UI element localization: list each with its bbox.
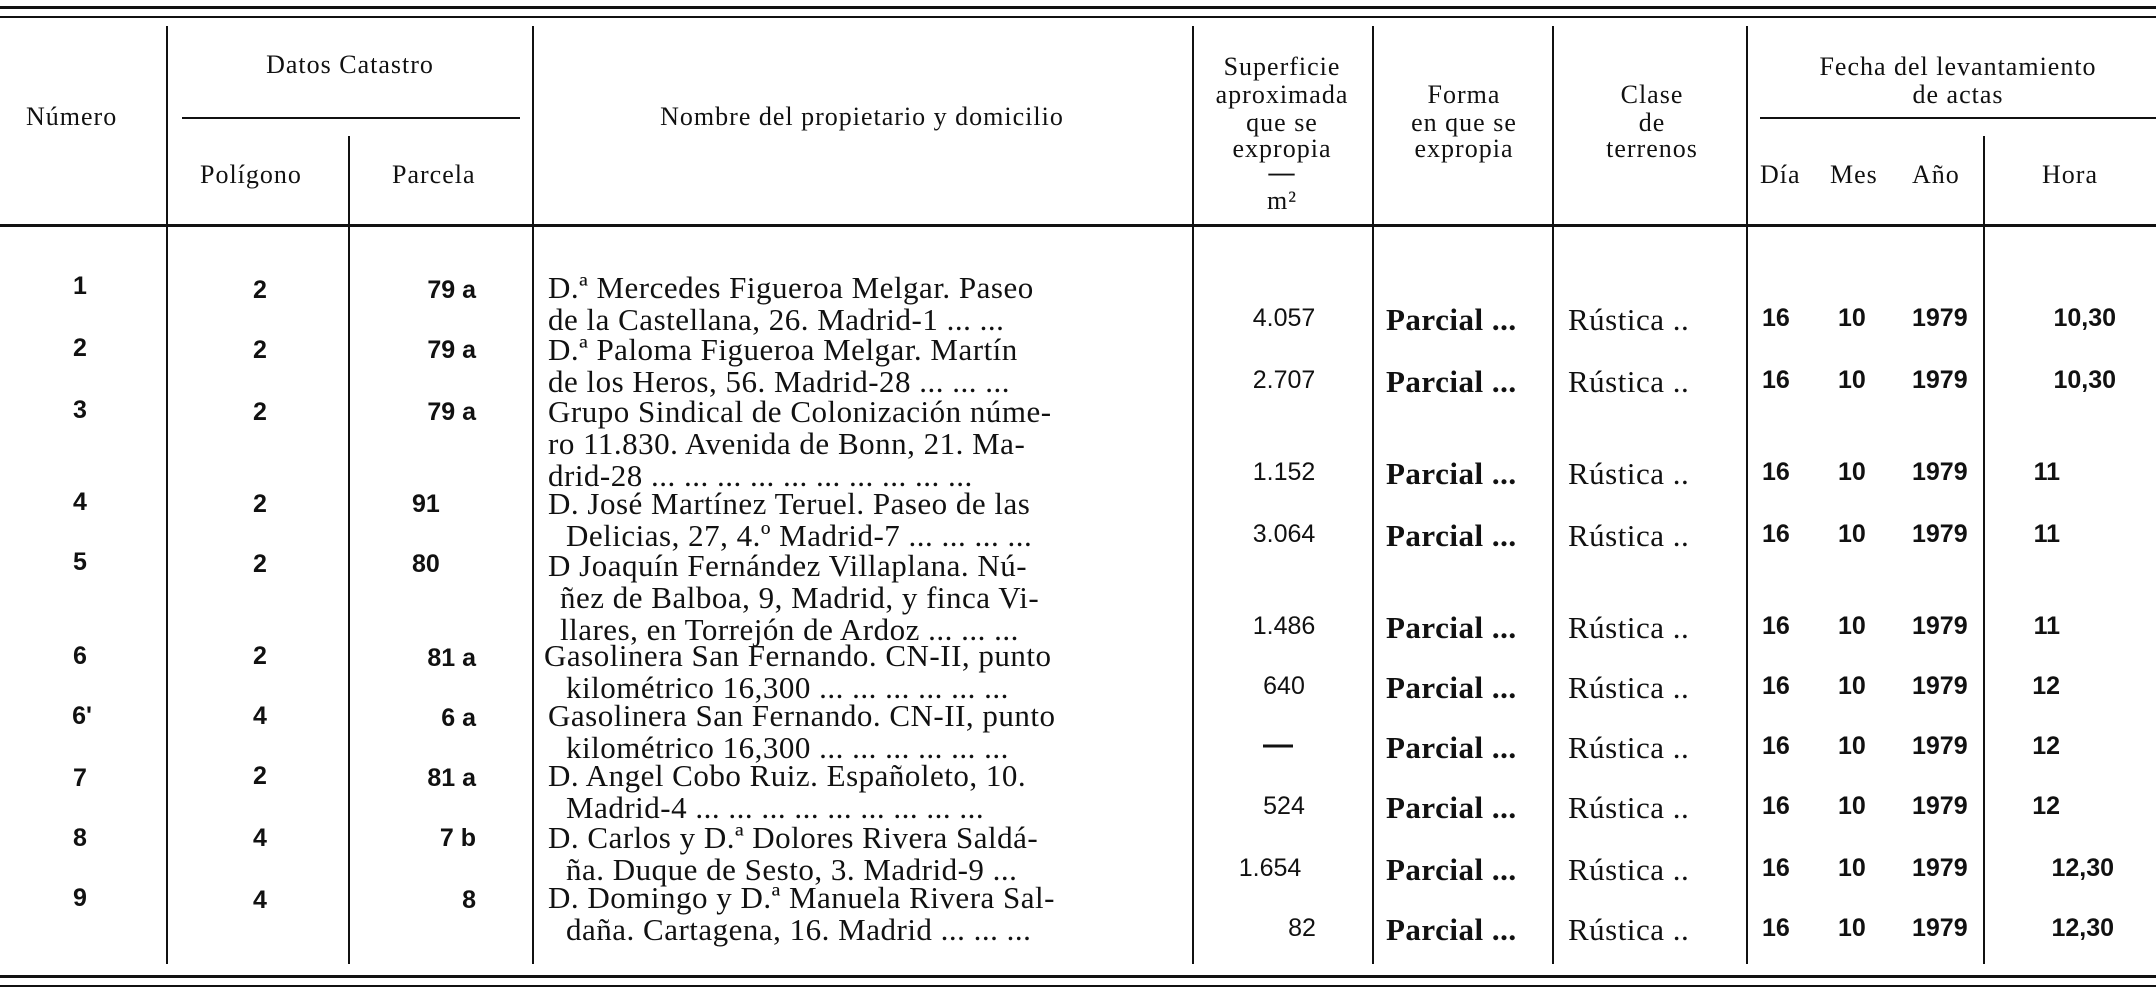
col-divider [348, 136, 350, 964]
row-superficie: — [1263, 728, 1293, 761]
row-clase: Rústica .. [1568, 670, 1690, 705]
row-forma: Parcial ... [1386, 852, 1517, 887]
row-nombre-line: D Joaquín Fernández Villaplana. Nú- [548, 548, 1028, 583]
row-nombre-line: D.ª Mercedes Figueroa Melgar. Paseo [548, 270, 1034, 305]
row-hora: 12,30 [2051, 914, 2114, 942]
row-mes: 10 [1838, 914, 1866, 942]
row-forma: Parcial ... [1386, 730, 1517, 765]
row-forma: Parcial ... [1386, 670, 1517, 705]
row-forma: Parcial ... [1386, 518, 1517, 553]
row-nombre-line: Gasolinera San Fernando. CN-II, punto [544, 638, 1052, 673]
header-nombre: Nombre del propietario y domicilio [660, 102, 1064, 131]
row-numero: 6 [73, 642, 87, 670]
row-mes: 10 [1838, 612, 1866, 640]
row-numero: 8 [73, 824, 87, 852]
row-superficie: 1.654 [1238, 854, 1302, 882]
header-bottom-rule [0, 224, 2156, 227]
header-superficie-dash: — [1268, 158, 1296, 187]
col-divider [1983, 136, 1985, 964]
header-superficie-unit: m² [1266, 186, 1298, 215]
row-anio: 1979 [1912, 366, 1968, 394]
row-clase: Rústica .. [1568, 912, 1690, 947]
row-superficie: 82 [1288, 914, 1316, 942]
row-nombre-line: Grupo Sindical de Colonización núme- [548, 394, 1052, 429]
row-numero: 9 [73, 884, 87, 912]
row-hora: 12 [2032, 792, 2060, 820]
row-poligono: 2 [253, 490, 267, 518]
row-nombre-line: de los Heros, 56. Madrid-28 ... ... ... [548, 364, 1011, 399]
row-poligono: 2 [253, 398, 267, 426]
row-clase: Rústica .. [1568, 730, 1690, 765]
row-mes: 10 [1838, 732, 1866, 760]
row-dia: 16 [1762, 914, 1790, 942]
row-nombre-line: Madrid-4 ... ... ... ... ... ... ... ... ... [566, 790, 985, 825]
header-clase-1: Clase [1620, 80, 1684, 109]
header-superficie-4: expropia [1232, 134, 1332, 163]
row-parcela: 81 a [427, 644, 476, 672]
header-fecha-1: Fecha del levantamiento [1819, 52, 2097, 81]
row-clase: Rústica .. [1568, 364, 1690, 399]
top-rule-thin [0, 16, 2156, 18]
row-nombre-line: ñez de Balboa, 9, Madrid, y finca Vi- [560, 580, 1040, 615]
row-clase: Rústica .. [1568, 302, 1690, 337]
bottom-rule [0, 975, 2156, 978]
row-parcela: 6 a [441, 704, 476, 732]
row-anio: 1979 [1912, 304, 1968, 332]
row-parcela: 79 a [427, 398, 476, 426]
row-parcela: 80 [412, 550, 440, 578]
row-hora: 11 [2033, 520, 2060, 548]
header-poligono: Polígono [200, 160, 302, 189]
row-mes: 10 [1838, 854, 1866, 882]
row-dia: 16 [1762, 612, 1790, 640]
row-numero: 5 [73, 548, 87, 576]
col-divider [1372, 26, 1374, 964]
row-nombre-line: D.ª Paloma Figueroa Melgar. Martín [548, 332, 1018, 367]
row-parcela: 8 [462, 886, 476, 914]
row-mes: 10 [1838, 672, 1866, 700]
header-forma-2: en que se [1411, 108, 1517, 137]
row-clase: Rústica .. [1568, 790, 1690, 825]
top-rule [0, 6, 2156, 9]
row-nombre-line: daña. Cartagena, 16. Madrid ... ... ... [566, 912, 1032, 947]
row-superficie: 1.486 [1252, 612, 1316, 640]
header-hora: Hora [2042, 160, 2098, 189]
row-nombre-line: drid-28 ... ... ... ... ... ... ... ... ... ... [548, 458, 973, 493]
row-dia: 16 [1762, 304, 1790, 332]
catastro-divider [182, 117, 520, 119]
row-superficie: 4.057 [1252, 304, 1316, 332]
row-numero: 6' [72, 702, 92, 730]
row-poligono: 4 [253, 702, 267, 730]
header-superficie-1: Superficie [1223, 52, 1341, 81]
row-anio: 1979 [1912, 854, 1968, 882]
row-anio: 1979 [1912, 458, 1968, 486]
row-dia: 16 [1762, 672, 1790, 700]
col-divider [1746, 26, 1748, 964]
row-forma: Parcial ... [1386, 790, 1517, 825]
row-mes: 10 [1838, 458, 1866, 486]
row-poligono: 4 [253, 886, 267, 914]
row-clase: Rústica .. [1568, 610, 1690, 645]
row-anio: 1979 [1912, 914, 1968, 942]
header-forma-3: expropia [1414, 134, 1514, 163]
row-anio: 1979 [1912, 672, 1968, 700]
row-numero: 7 [73, 764, 87, 792]
row-superficie: 524 [1263, 792, 1305, 820]
row-dia: 16 [1762, 458, 1790, 486]
header-superficie-3: que se [1246, 108, 1318, 137]
col-divider [532, 26, 534, 964]
row-dia: 16 [1762, 792, 1790, 820]
row-parcela: 91 [412, 490, 440, 518]
row-nombre-line: D. Angel Cobo Ruiz. Españoleto, 10. [548, 758, 1027, 793]
row-hora: 11 [2033, 612, 2060, 640]
row-numero: 4 [73, 488, 87, 516]
row-poligono: 2 [253, 762, 267, 790]
row-superficie: 2.707 [1252, 366, 1316, 394]
row-numero: 1 [73, 272, 87, 300]
header-dia: Día [1760, 160, 1801, 189]
row-clase: Rústica .. [1568, 456, 1690, 491]
row-nombre-line: ro 11.830. Avenida de Bonn, 21. Ma- [548, 426, 1026, 461]
row-nombre-line: Delicias, 27, 4.º Madrid-7 ... ... ... ... [566, 518, 1033, 553]
row-superficie: 640 [1263, 672, 1305, 700]
row-hora: 12 [2032, 732, 2060, 760]
row-nombre-line: llares, en Torrejón de Ardoz ... ... ... [560, 612, 1019, 647]
row-poligono: 4 [253, 824, 267, 852]
row-poligono: 2 [253, 642, 267, 670]
row-parcela: 81 a [427, 764, 476, 792]
col-divider [166, 26, 168, 964]
row-numero: 3 [73, 396, 87, 424]
row-nombre-line: D. Carlos y D.ª Dolores Rivera Saldá- [548, 820, 1039, 855]
row-forma: Parcial ... [1386, 912, 1517, 947]
row-forma: Parcial ... [1386, 456, 1517, 491]
row-forma: Parcial ... [1386, 610, 1517, 645]
row-mes: 10 [1838, 792, 1866, 820]
row-poligono: 2 [253, 276, 267, 304]
row-mes: 10 [1838, 304, 1866, 332]
col-divider [1552, 26, 1554, 964]
row-dia: 16 [1762, 520, 1790, 548]
row-parcela: 79 a [427, 336, 476, 364]
header-anio: Año [1912, 160, 1960, 189]
header-clase-3: terrenos [1606, 134, 1698, 163]
row-anio: 1979 [1912, 520, 1968, 548]
row-hora: 12 [2032, 672, 2060, 700]
row-nombre-line: de la Castellana, 26. Madrid-1 ... ... [548, 302, 1005, 337]
header-mes: Mes [1830, 160, 1878, 189]
row-dia: 16 [1762, 732, 1790, 760]
row-anio: 1979 [1912, 792, 1968, 820]
fecha-divider [1760, 117, 2156, 119]
row-nombre-line: Gasolinera San Fernando. CN-II, punto [548, 698, 1056, 733]
bottom-rule-thin [0, 985, 2156, 987]
row-nombre-line: kilométrico 16,300 ... ... ... ... ... ... [566, 670, 1009, 705]
row-nombre-line: kilométrico 16,300 ... ... ... ... ... ... [566, 730, 1009, 765]
row-dia: 16 [1762, 854, 1790, 882]
header-superficie-2: aproximada [1215, 80, 1349, 109]
row-mes: 10 [1838, 366, 1866, 394]
row-anio: 1979 [1912, 732, 1968, 760]
header-fecha-2: de actas [1912, 80, 2004, 109]
header-forma-1: Forma [1427, 80, 1501, 109]
col-divider [1192, 26, 1194, 964]
row-numero: 2 [73, 334, 87, 362]
row-clase: Rústica .. [1568, 518, 1690, 553]
row-superficie: 1.152 [1252, 458, 1316, 486]
row-forma: Parcial ... [1386, 364, 1517, 399]
row-poligono: 2 [253, 336, 267, 364]
row-hora: 10,30 [2053, 366, 2116, 394]
row-hora: 12,30 [2051, 854, 2114, 882]
row-mes: 10 [1838, 520, 1866, 548]
row-anio: 1979 [1912, 612, 1968, 640]
header-numero: Número [26, 102, 118, 131]
row-poligono: 2 [253, 550, 267, 578]
row-clase: Rústica .. [1568, 852, 1690, 887]
row-nombre-line: D. José Martínez Teruel. Paseo de las [548, 486, 1031, 521]
row-nombre-line: D. Domingo y D.ª Manuela Rivera Sal- [548, 880, 1055, 915]
row-parcela: 7 b [439, 824, 476, 852]
row-dia: 16 [1762, 366, 1790, 394]
row-superficie: 3.064 [1252, 520, 1316, 548]
row-forma: Parcial ... [1386, 302, 1517, 337]
row-parcela: 79 a [427, 276, 476, 304]
header-datos-catastro: Datos Catastro [266, 50, 434, 79]
row-hora: 11 [2033, 458, 2060, 486]
header-clase-2: de [1638, 108, 1666, 137]
row-hora: 10,30 [2053, 304, 2116, 332]
header-parcela: Parcela [392, 160, 476, 189]
row-nombre-line: ña. Duque de Sesto, 3. Madrid-9 ... [566, 852, 1018, 887]
